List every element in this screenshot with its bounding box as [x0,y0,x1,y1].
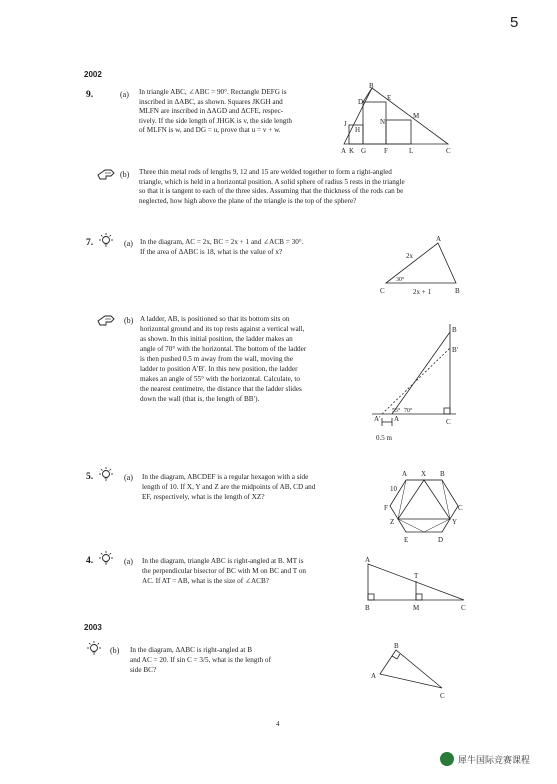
text-line: side BC? [130,666,157,674]
text-line: the nearest centimetre, the distance that the ladder slides [140,385,302,393]
label-H: H [355,126,361,134]
figure-triangle-30deg [376,233,466,299]
question-9a-text [139,88,339,136]
label-30deg: 30° [396,277,405,283]
text-line: so that it is tangent to each of the three sides. Assuming that the thickness of the rods can be [139,187,404,196]
label-55deg: 55° [392,408,401,414]
text-line: In the diagram, ΔABC is right-angled at B [130,646,252,654]
part-label-5a: (a) [124,473,133,482]
label-Z: Z [390,518,395,526]
watermark-text: 犀牛国际竞赛课程 [458,755,531,766]
text-line: triangle, which is held in a horizontal position. A solid sphere of radius 5 rests in the triangle [139,177,405,186]
part-label-9a: (a) [120,90,129,99]
text-line: In the diagram, AC = 2x, BC = 2x + 1 and ∠ACB = 30°. [140,238,304,246]
text-line: In the diagram, triangle ABC is right-angled at B. MT is [142,557,304,565]
label-J: J [344,120,347,128]
label-A-prime: A′ [374,415,381,423]
label-A: A [371,672,377,680]
label-A: A [394,415,400,423]
question-number-4: 4. [86,556,94,566]
text-line: inscribed in ΔABC, as shown. Squares JKGH and [139,97,283,106]
text-line: of MLFN is w, and DG = u, prove that u = v + w. [139,126,281,135]
lightbulb-icon [96,232,116,248]
label-C: C [458,504,463,512]
label-B-prime: B′ [452,346,459,354]
question-number-5: 5. [86,472,94,482]
question-number-7: 7. [86,238,94,248]
label-Y: Y [452,518,458,526]
question-number-9: 9. [86,90,94,100]
text-line: In triangle ABC, ∠ABC = 90°. Rectangle DEFG is [139,88,287,96]
lightbulb-icon [96,550,116,566]
text-line: EF, respectively, what is the length of XZ? [142,493,265,501]
part-label-4a: (a) [124,557,133,566]
text-line: as shown. In this initial position, the ladder makes an [140,335,293,343]
text-line: angle of 70° with the horizontal. The bottom of the ladder [140,345,307,353]
lightbulb-icon [84,640,104,656]
label-B: B [369,82,374,90]
label-C: C [446,147,451,155]
label-F: F [384,504,388,512]
text-line: A ladder, AB, is positioned so that its bottom sits on [140,315,290,323]
text-line: tively. If the side length of JHGK is v, the side length [139,116,292,125]
question-9b-text [139,168,469,206]
label-B: B [440,470,445,478]
label-B: B [455,287,460,295]
text-line: makes an angle of 55° with the horizontal. Calculate, to [140,375,300,383]
part-label-9b: (b) [120,170,130,179]
label-A: A [365,556,371,564]
label-L: L [409,147,414,155]
label-A: A [341,147,347,155]
label-E: E [387,94,392,102]
label-C: C [461,604,466,612]
label-N: N [380,118,386,126]
label-C: C [440,692,445,700]
pointing-hand-icon [96,312,116,328]
question-5a-text [142,472,360,502]
label-0-5m: 0.5 m [376,434,392,442]
page-number-bottom: 4 [276,720,280,728]
label-M: M [413,604,420,612]
label-F: F [384,147,388,155]
label-M: M [413,112,420,120]
text-line: In the diagram, ABCDEF is a regular hexagon with a side [142,473,309,481]
label-G: G [361,147,367,155]
year-heading-2003: 2003 [84,623,102,632]
label-2x-plus-1: 2x + 1 [413,288,431,296]
question-2003b-text [130,645,336,675]
question-4a-text [142,556,354,586]
figure-hexagon [384,466,464,544]
label-K: K [349,147,355,155]
text-line: If the area of ΔABC is 18, what is the value of x? [140,248,283,256]
question-7a-text [140,237,360,257]
label-B: B [394,642,399,650]
text-line: is then pushed 0.5 m away from the wall, moving the [140,355,293,363]
text-line: and AC = 20. If sin C = 3/5, what is the length of [130,656,271,664]
figure-perpendicular-bisector [362,554,474,614]
text-line: MLFN are inscribed in ΔAGD and ΔCFE, respec- [139,107,284,116]
part-label-7b: (b) [124,316,134,325]
label-C: C [446,418,451,426]
figure-ladder [364,318,464,450]
page-number-top: 5 [510,14,519,31]
label-X: X [421,470,427,478]
label-A: A [436,235,442,243]
lightbulb-icon [96,466,116,482]
label-B: B [365,604,370,612]
label-A: A [402,470,408,478]
figure-right-triangle [366,640,450,702]
label-C: C [380,287,385,295]
text-line: horizontal ground and its top rests against a vertical wall, [140,325,305,333]
wechat-logo-icon [440,752,454,766]
label-D: D [358,98,364,106]
label-D: D [438,536,444,544]
text-line: down the wall (that is, the length of BB′). [140,395,260,403]
label-2x: 2x [406,252,413,260]
text-line: ladder to position A′B′. In this new position, the ladder [140,365,298,373]
pointing-hand-icon [96,166,116,182]
label-E: E [404,536,409,544]
question-7b-text [140,314,356,404]
label-B: B [452,326,457,334]
label-70deg: 70° [404,408,413,414]
part-label-7a: (a) [124,239,133,248]
year-heading-2002: 2002 [84,70,102,79]
text-line: length of 10. If X, Y and Z are the midpoints of AB, CD and [142,483,316,491]
text-line: the perpendicular bisector of BC with M on BC and T on [142,567,307,575]
text-line: Three thin metal rods of lengths 9, 12 and 15 are welded together to form a right-angled [139,168,392,176]
watermark [440,752,530,766]
label-10: 10 [390,485,397,493]
part-label-2003b: (b) [110,646,120,655]
text-line: neglected, how high above the plane of the triangle is the top of the sphere? [139,196,357,205]
label-T: T [414,572,419,580]
text-line: AC. If AT = AB, what is the size of ∠ACB? [142,577,269,585]
figure-inscribed-rectangle [336,82,460,156]
